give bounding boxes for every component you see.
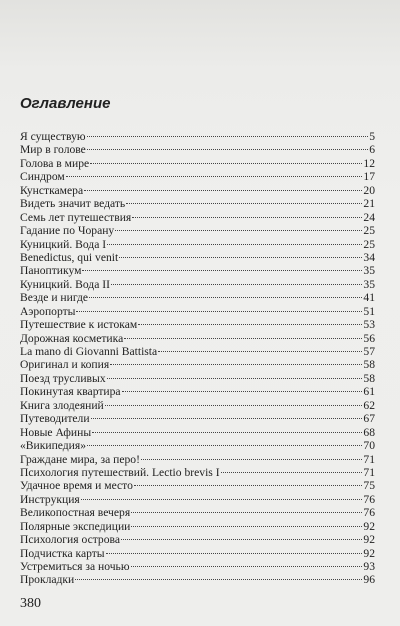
toc-entry-title: La mano di Giovanni Battista — [20, 345, 158, 358]
toc-entry-title: Куницкий. Вода I — [20, 237, 107, 251]
toc-entry-title: Психология путешествий. Lectio brevis I — [20, 465, 220, 479]
leader-dots — [87, 445, 362, 446]
toc-entry — [20, 278, 375, 291]
leader-dots — [131, 566, 363, 567]
toc-entry — [20, 305, 375, 318]
toc-entry-page: 56 — [363, 331, 375, 345]
leader-dots — [81, 499, 363, 500]
toc-entry-title: Я существую — [20, 130, 86, 143]
toc-entry-title: Великопостная вечеря — [20, 506, 131, 520]
leader-dots — [75, 579, 362, 580]
toc-entry-page: 35 — [363, 264, 375, 278]
toc-heading: Оглавление — [20, 95, 111, 112]
toc-entry-title: Инструкция — [20, 492, 80, 506]
toc-entry-title: Удачное время и место — [20, 479, 133, 493]
toc-entry-page: 53 — [363, 318, 375, 332]
toc-entry — [20, 332, 375, 345]
toc-entry-page: 92 — [363, 546, 375, 560]
toc-entry-title: Психология острова — [20, 533, 120, 547]
toc-entry — [20, 157, 375, 170]
toc-entry-page: 92 — [363, 533, 375, 547]
toc-entry-title: Кунсткамера — [20, 183, 84, 197]
toc-entry-page: 67 — [363, 412, 375, 426]
leader-dots — [107, 244, 362, 245]
toc-entry-page: 96 — [363, 573, 375, 587]
toc-entry-page: 70 — [363, 439, 375, 453]
toc-entry — [20, 547, 375, 560]
toc-entry-title: Видеть значит ведать — [20, 197, 126, 211]
leader-dots — [221, 472, 363, 473]
toc-entry-page: 75 — [363, 479, 375, 493]
toc-entry-page: 21 — [363, 197, 375, 211]
toc-entry — [20, 170, 375, 183]
toc-entry-page: 24 — [363, 210, 375, 224]
leader-dots — [107, 378, 363, 379]
leader-dots — [87, 149, 368, 150]
toc-entry — [20, 506, 375, 519]
leader-dots — [121, 539, 362, 540]
toc-entry — [20, 143, 375, 156]
toc-entry — [20, 224, 375, 237]
toc-entry-page: 51 — [363, 304, 375, 318]
toc-entry — [20, 211, 375, 224]
toc-entry-page: 62 — [363, 398, 375, 412]
toc-entry — [20, 291, 375, 304]
toc-entry-title: Дорожная косметика — [20, 331, 124, 345]
toc-entry — [20, 130, 375, 143]
toc-entry-title: Benedictus, qui venit — [20, 250, 119, 264]
toc-entry-page: 61 — [363, 385, 375, 399]
toc-entry — [20, 372, 375, 385]
toc-entry-page: 35 — [363, 277, 375, 291]
toc-entry-title: Семь лет путешествия — [20, 210, 132, 224]
toc-entry-title: Книга злодеяний — [20, 398, 104, 412]
toc-entry — [20, 264, 375, 277]
toc-entry-title: Синдром — [20, 170, 65, 184]
toc-entry — [20, 466, 375, 479]
toc-entry — [20, 399, 375, 412]
toc-entry — [20, 358, 375, 371]
leader-dots — [110, 364, 362, 365]
leader-dots — [82, 270, 362, 271]
leader-dots — [119, 257, 362, 258]
leader-dots — [158, 351, 362, 352]
leader-dots — [115, 230, 362, 231]
toc-entry — [20, 560, 375, 573]
leader-dots — [90, 163, 362, 164]
leader-dots — [106, 553, 363, 554]
toc-entry — [20, 385, 375, 398]
leader-dots — [131, 526, 362, 527]
leader-dots — [131, 512, 362, 513]
toc-entry — [20, 439, 375, 452]
toc-entry-page: 12 — [363, 156, 375, 170]
toc-entry-page: 20 — [363, 183, 375, 197]
toc-entry-page: 93 — [363, 560, 375, 573]
leader-dots — [91, 418, 363, 419]
page-number: 380 — [20, 596, 41, 611]
table-of-contents — [20, 130, 375, 587]
toc-entry-page: 57 — [363, 345, 375, 358]
toc-entry-title: Граждане мира, за перо! — [20, 452, 140, 466]
leader-dots — [66, 176, 363, 177]
toc-entry — [20, 479, 375, 492]
toc-entry-title: Полярные экспедиции — [20, 519, 131, 533]
toc-entry-title: «Википедия» — [20, 439, 87, 453]
toc-entry-title: Голова в мире — [20, 156, 90, 170]
toc-entry — [20, 318, 375, 331]
leader-dots — [138, 324, 362, 325]
toc-entry — [20, 453, 375, 466]
toc-entry-title: Путешествие к истокам — [20, 318, 138, 332]
toc-entry-title: Новые Афины — [20, 425, 92, 439]
toc-entry — [20, 238, 375, 251]
toc-entry-title: Оригинал и копия — [20, 358, 110, 372]
toc-entry-title: Прокладки — [20, 573, 75, 587]
toc-entry — [20, 520, 375, 533]
toc-entry-page: 76 — [363, 506, 375, 520]
leader-dots — [87, 136, 369, 137]
toc-entry — [20, 426, 375, 439]
leader-dots — [132, 217, 362, 218]
toc-entry — [20, 573, 375, 586]
toc-entry — [20, 493, 375, 506]
toc-entry-title: Устремиться за ночью — [20, 560, 130, 573]
leader-dots — [89, 297, 362, 298]
toc-entry-title: Гадание по Чорану — [20, 224, 115, 238]
toc-entry-page: 6 — [369, 143, 375, 157]
toc-entry — [20, 345, 375, 358]
toc-entry — [20, 197, 375, 210]
toc-entry — [20, 412, 375, 425]
toc-entry-page: 71 — [363, 452, 375, 466]
toc-entry-page: 92 — [363, 519, 375, 533]
toc-entry-page: 41 — [363, 291, 375, 305]
toc-entry — [20, 533, 375, 546]
toc-entry-page: 5 — [369, 130, 375, 143]
leader-dots — [105, 405, 363, 406]
toc-entry-title: Везде и нигде — [20, 291, 89, 305]
toc-entry-page: 71 — [363, 465, 375, 479]
toc-entry-page: 76 — [363, 492, 375, 506]
toc-entry-title: Куницкий. Вода II — [20, 277, 110, 291]
leader-dots — [76, 311, 362, 312]
leader-dots — [126, 203, 362, 204]
leader-dots — [141, 459, 362, 460]
toc-entry-page: 68 — [363, 425, 375, 439]
leader-dots — [84, 190, 362, 191]
leader-dots — [122, 391, 363, 392]
show-through-text — [18, 0, 388, 92]
toc-entry-page: 34 — [363, 250, 375, 264]
toc-entry-page: 25 — [363, 237, 375, 251]
leader-dots — [92, 432, 362, 433]
toc-entry-page: 25 — [363, 224, 375, 238]
leader-dots — [134, 485, 363, 486]
toc-entry-title: Мир в голове — [20, 143, 86, 157]
toc-entry-page: 58 — [363, 358, 375, 372]
toc-entry — [20, 184, 375, 197]
toc-entry-title: Аэропорты — [20, 304, 76, 318]
leader-dots — [111, 284, 362, 285]
toc-entry-page: 58 — [363, 371, 375, 385]
toc-entry-title: Путеводители — [20, 412, 90, 426]
toc-entry — [20, 251, 375, 264]
toc-entry-title: Поезд трусливых — [20, 371, 106, 385]
leader-dots — [124, 338, 362, 339]
toc-entry-page: 17 — [363, 170, 375, 184]
toc-entry-title: Паноптикум — [20, 264, 82, 278]
toc-entry-title: Подчистка карты — [20, 546, 105, 560]
toc-entry-title: Покинутая квартира — [20, 385, 121, 399]
